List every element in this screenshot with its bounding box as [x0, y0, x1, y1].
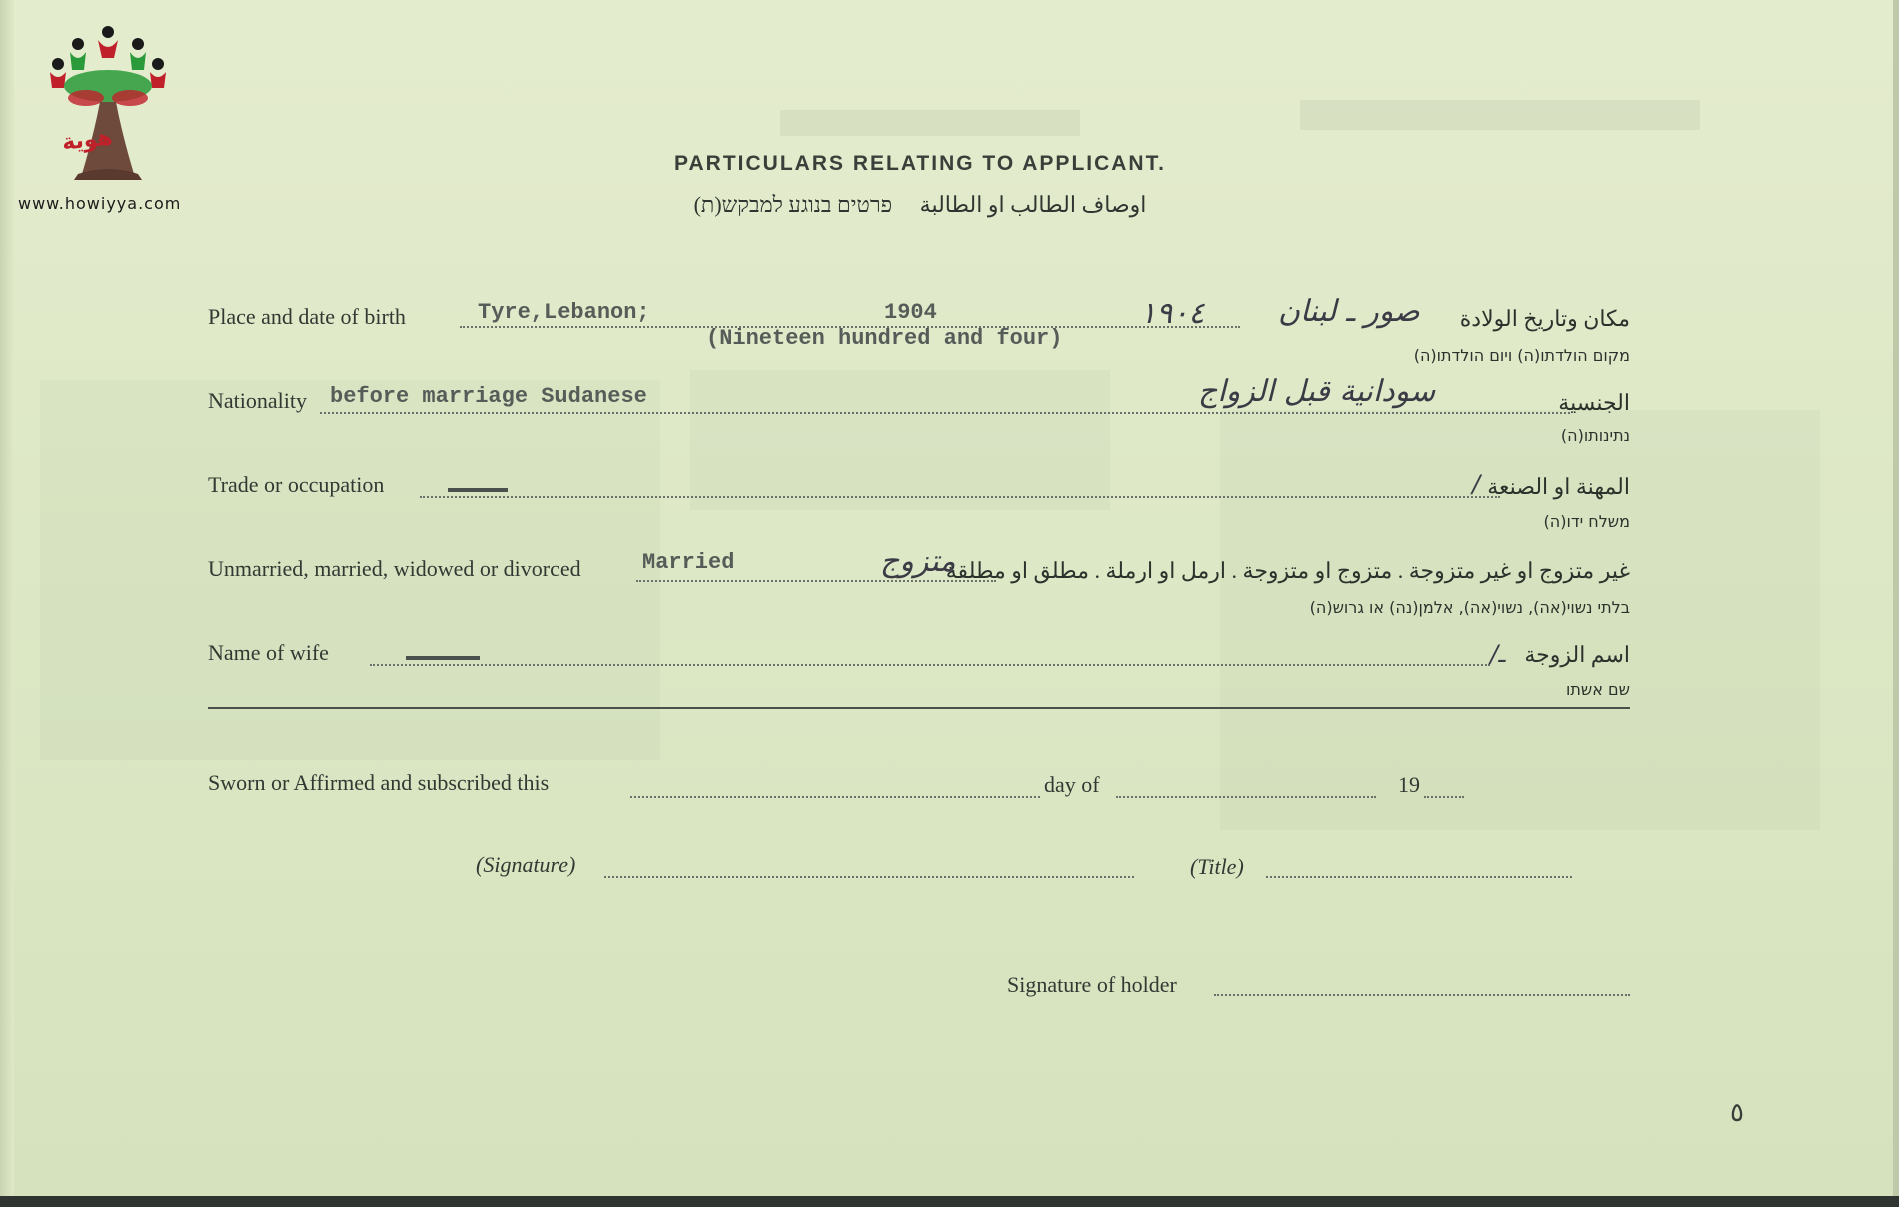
bleed-through-block	[690, 370, 1110, 510]
nationality-dotted-line	[320, 412, 1570, 414]
birth-place-typed: Tyre,Lebanon;	[478, 300, 650, 325]
occupation-label: Trade or occupation	[208, 472, 385, 497]
birth-words-typed: (Nineteen hundred and four)	[706, 326, 1063, 351]
birth-place-handwritten: صور ـ لبنان	[1278, 294, 1420, 329]
birth-hebrew-label: מקום הולדתו(ה) ויום הולדתו(ה)	[1413, 346, 1630, 365]
bleed-through-block	[780, 110, 1080, 136]
wife-blank-mark: ـ/	[1490, 640, 1506, 668]
wife-dotted-line	[370, 664, 1490, 666]
paper-right-edge	[1893, 0, 1899, 1200]
marital-arabic-label: غير متزوج او غير متزوجة . متزوج او متزوجة . ارمل او ارملة . مطلق او مطلقة	[945, 558, 1630, 583]
subtitle-hebrew: פרטים בנוגע למבקש(ת)	[693, 192, 893, 217]
title-dotted-line	[1266, 876, 1572, 878]
title-label: (Title)	[1190, 854, 1244, 879]
logo-arabic-wordmark: هوية	[60, 125, 114, 156]
holder-signature-dotted-line	[1214, 994, 1630, 996]
occupation-hebrew-label: משלח ידו(ה)	[1543, 512, 1630, 531]
nationality-typed: before marriage Sudanese	[330, 384, 647, 409]
bleed-through-block	[1220, 410, 1820, 830]
occupation-blank-mark: /	[1472, 470, 1481, 498]
signature-dotted-line	[604, 876, 1134, 878]
birth-arabic-label: مكان وتاريخ الولادة	[1459, 306, 1630, 331]
occupation-blank-dash	[448, 488, 508, 492]
nationality-arabic-label: الجنسية	[1558, 390, 1630, 415]
birth-dotted-line	[460, 326, 1240, 328]
sworn-year-dotted-line	[1424, 796, 1464, 798]
logo-url-text[interactable]: www.howiyya.com	[18, 194, 182, 213]
occupation-dotted-line	[420, 496, 1500, 498]
sworn-label: Sworn or Affirmed and subscribed this	[208, 770, 550, 795]
wife-arabic-label: اسم الزوجة	[1524, 642, 1630, 667]
wife-blank-dash	[406, 656, 480, 660]
birth-label: Place and date of birth	[208, 304, 406, 329]
sworn-month-dotted-line	[1116, 796, 1376, 798]
paper-bottom-edge	[0, 1196, 1899, 1207]
signature-label: (Signature)	[476, 852, 576, 877]
wife-hebrew-label: שם אשתו	[1566, 680, 1630, 699]
wife-label: Name of wife	[208, 640, 329, 665]
birth-year-typed: 1904	[884, 300, 937, 325]
section-divider	[208, 707, 1630, 709]
form-subtitle	[640, 192, 1200, 218]
nationality-handwritten: سودانية قبل الزواج	[1198, 374, 1436, 409]
marital-typed: Married	[642, 550, 735, 575]
bleed-through-block	[1300, 100, 1700, 130]
sworn-day-of-label: day of	[1044, 772, 1100, 797]
holder-signature-label: Signature of holder	[1007, 972, 1177, 997]
marital-dotted-line	[636, 580, 996, 582]
family-tree-logo-icon	[42, 24, 174, 196]
form-title: PARTICULARS RELATING TO APPLICANT.	[674, 152, 1166, 175]
marital-hebrew-label: בלתי נשוי(אה), נשוי(אה), אלמן(נה) או גרוש(ה)	[1309, 598, 1630, 617]
nationality-hebrew-label: נתינותו(ה)	[1560, 426, 1630, 445]
sworn-day-dotted-line	[630, 796, 1040, 798]
paper-left-edge	[0, 0, 14, 1200]
birth-year-handwritten: ١٩٠٤	[1140, 296, 1205, 331]
nationality-label: Nationality	[208, 388, 307, 413]
occupation-arabic-label: المهنة او الصنعة	[1487, 474, 1630, 499]
marital-label: Unmarried, married, widowed or divorced	[208, 556, 581, 581]
sworn-year-prefix: 19	[1398, 772, 1420, 797]
page-mark: ٥	[1730, 1098, 1744, 1128]
subtitle-arabic: اوصاف الطالب او الطالبة	[919, 192, 1147, 217]
marital-handwritten: متزوج	[880, 544, 956, 579]
